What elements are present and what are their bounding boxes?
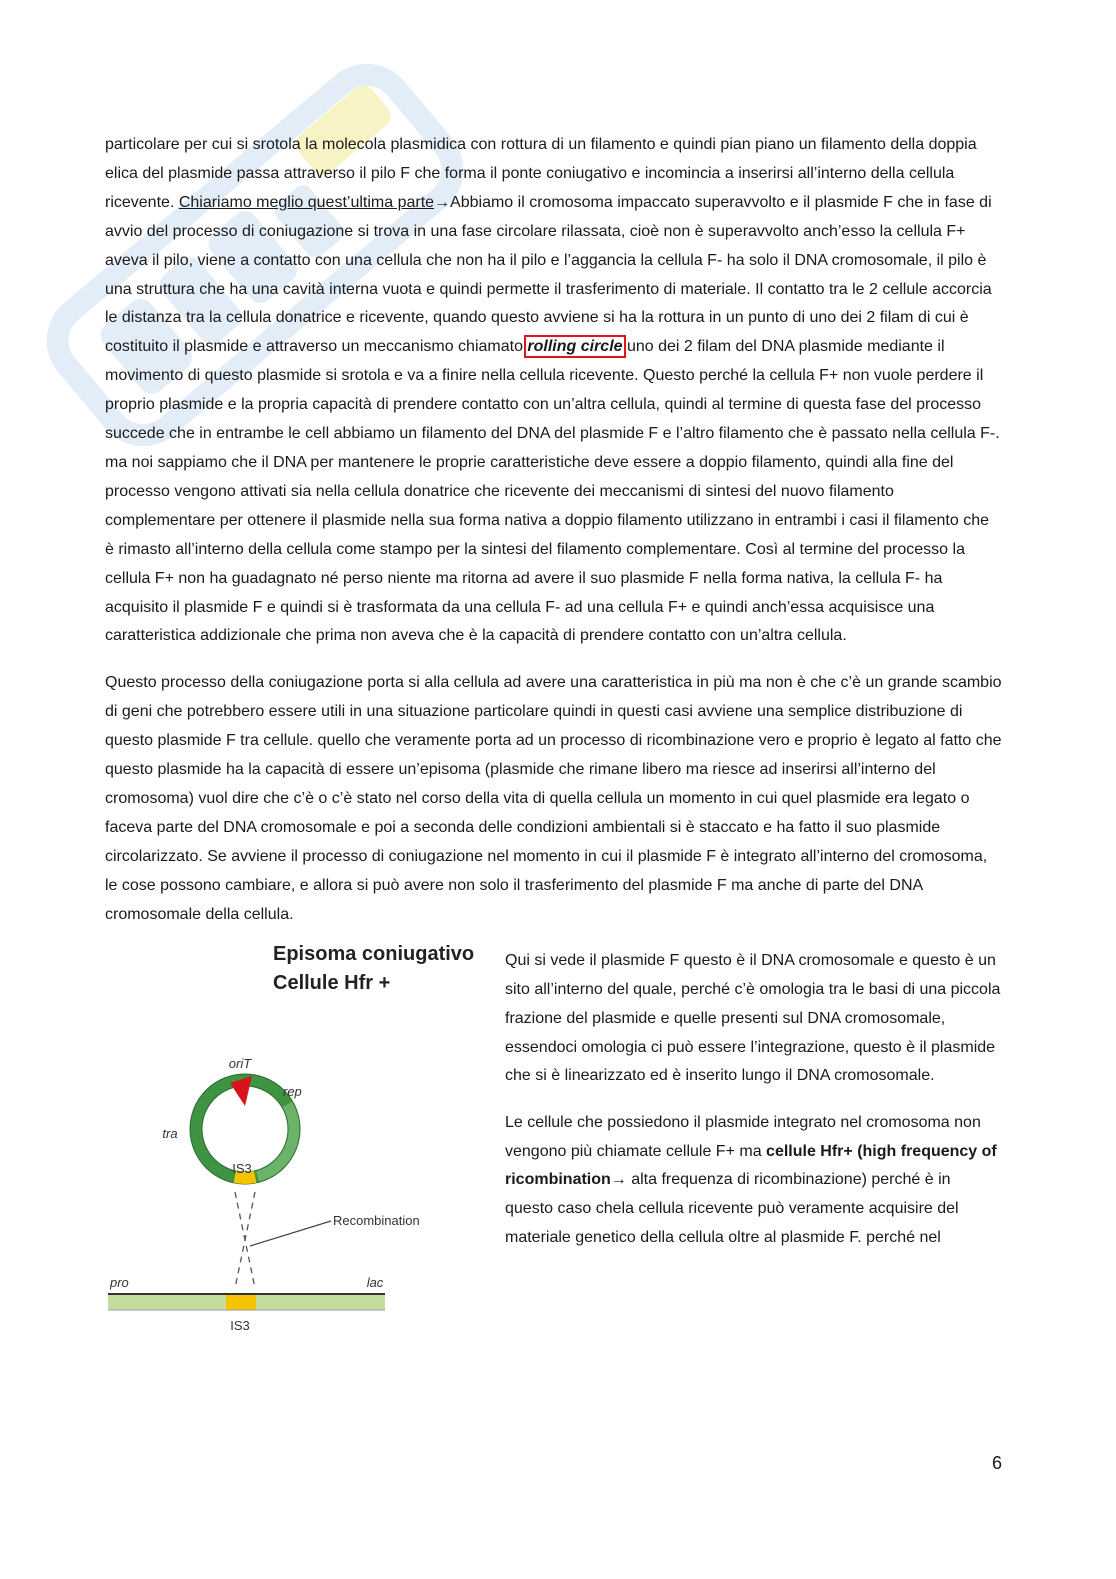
label-is3-chromosome: IS3	[230, 1318, 250, 1334]
label-lac: lac	[366, 1275, 384, 1291]
hfr-definition: cellule Hfr+ (high frequency of ricombination	[505, 1142, 997, 1189]
figure-title-line-1: Episoma coniugativo	[273, 943, 475, 966]
figure-title-line-2: Cellule Hfr +	[273, 972, 391, 995]
figure-section	[105, 943, 1002, 1336]
side-paragraph-description: Qui si vede il plasmide F questo è il DNA cromosomale e questo è un sito all’interno del quale, perché c’è omologia tra le basi di una piccola frazione del plasmide e quelle presenti sul DNA cromosomale, essendoci omologia ci può essere l’integrazione, questo è il plasmide che si è linearizzato ed è inserito lungo il DNA cromosomale.	[505, 952, 1001, 1085]
label-is3-plasmid: IS3	[232, 1161, 252, 1177]
is3-chromosome-segment	[226, 1294, 256, 1310]
label-recombination: Recombination	[333, 1213, 420, 1229]
label-rep: rep	[283, 1084, 302, 1100]
paragraph-text: particolare per cui si srotola la molecola plasmidica con rottura di un filamento e quindi pian piano un filamento della doppia elica del plasmide passa attraverso il pilo F che forma il ponte coniugativo e incomincia a inserirsi all’interno della cellula ricevente.	[105, 136, 977, 211]
side-paragraph-hfr	[505, 1109, 1002, 1253]
page-content	[105, 131, 1002, 1336]
paragraph-coniugazione	[105, 131, 1002, 651]
paragraph-episoma: Questo processo della coniugazione porta si alla cellula ad avere una caratteristica in più ma non è che c’è un grande scambio di geni che potrebbero essere utili in una situazione particolare quindi in questi casi avviene una semplice distribuzione di questo plasmide F tra cellule. quello che veramente porta ad un processo di ricombinazione vero e proprio è legato al fatto che questo plasmide ha la capacità di essere un’episoma (plasmide che rimane libero ma riesce ad inserirsi all’interno del cromosoma) vuol dire che c’è o c’è stato nel corso della vita di quella cellula un momento in cui quel plasmide era legato o faceva parte del DNA cromosomale e poi a seconda delle condizioni ambientali si è staccato e ha fatto il suo plasmide circolarizzato. Se avviene il processo di coniugazione nel momento in cui il plasmide F è integrato all’interno del cromosoma, le cose possono cambiare, e allora si può avere non solo il trasferimento del plasmide F ma anche di parte del DNA cromosomale della cellula.	[105, 674, 1002, 923]
plasmid-ring-segment	[258, 1105, 294, 1177]
is3-plasmid-segment	[235, 1177, 255, 1178]
episome-diagram	[105, 936, 505, 1336]
episome-figure	[105, 936, 505, 1336]
figure-side-text	[505, 947, 1002, 1270]
label-pro: pro	[110, 1275, 129, 1291]
label-oriT: oriT	[228, 1056, 252, 1072]
label-tra: tra	[162, 1126, 178, 1142]
rolling-circle-highlight: rolling circle	[527, 338, 623, 356]
paragraph-text: →Abbiamo il cromosoma impaccato superavvolto e il plasmide F che in fase di avvio del processo di coniugazione si trova in una fase circolare rilassata, cioè non è superavvolto anch’esso la cellula F+ aveva il pilo, viene a contatto con una cellula che non ha il pilo e l’aggancia la cellula F- ha solo il DNA cromosomale, il pilo è una struttura che ha una cavità interna vuota e quindi permette il trasferimento di materiale. Il contatto tra le 2 cellule accorcia le distanza tra la cellula donatrice e ricevente, quando questo avviene si ha la rottura in un punto di uno dei 2 filam di cui è costituito il plasmide e attraverso un meccanismo chiamato	[105, 193, 992, 356]
paragraph-text: → alta frequenza di ricombinazione) perché è in questo caso chela cellula ricevente può veramente acquisire del materiale genetico della cellula oltre al plasmide F. perché nel	[505, 1171, 959, 1246]
underlined-phrase: Chiariamo meglio quest’ultima parte	[178, 193, 435, 211]
recombination-leader-line	[250, 1221, 331, 1246]
paragraph-text: Le cellule che possiedono il plasmide integrato nel cromosoma non vengono più chiamate cellule F+ ma	[505, 1113, 981, 1160]
page-number: 6	[992, 1453, 1003, 1473]
paragraph-text: uno dei 2 filam del DNA plasmide mediante il movimento di questo plasmide si srotola e va a finire nella cellula ricevente. Questo perché la cellula F+ non vuole perdere il proprio plasmide e la propria capacità di prendere contatto con un’altra cellula, quindi al termine di questa fase del processo succede che in entrambe le cell abbiamo un filamento del DNA del plasmide F e l’altro filamento che è passato nella cellula F-. ma noi sappiamo che il DNA per mantenere le proprie caratteristiche deve essere a doppio filamento, quindi alla fine del processo vengono attivati sia nella cellula donatrice che ricevente dei meccanismi di sintesi del nuovo filamento complementare per ottenere il plasmide nella sua forma nativa a doppio filamento utilizzano in entrambi i casi il filamento che è rimasto all’interno della cellula come stampo per la sintesi del filamento complementare. Così al termine del processo la cellula F+ non ha guadagnato né perso niente ma ritorna ad avere il suo plasmide F nella forma nativa, la cellula F- ha acquisito il plasmide F e quindi si è trasformata da una cellula F- ad una cellula F+ e quindi anch’essa acquisisce una caratteristica addizionale che prima non aveva che è la capacità di prendere contatto con un’altra cellula.	[105, 338, 1000, 645]
